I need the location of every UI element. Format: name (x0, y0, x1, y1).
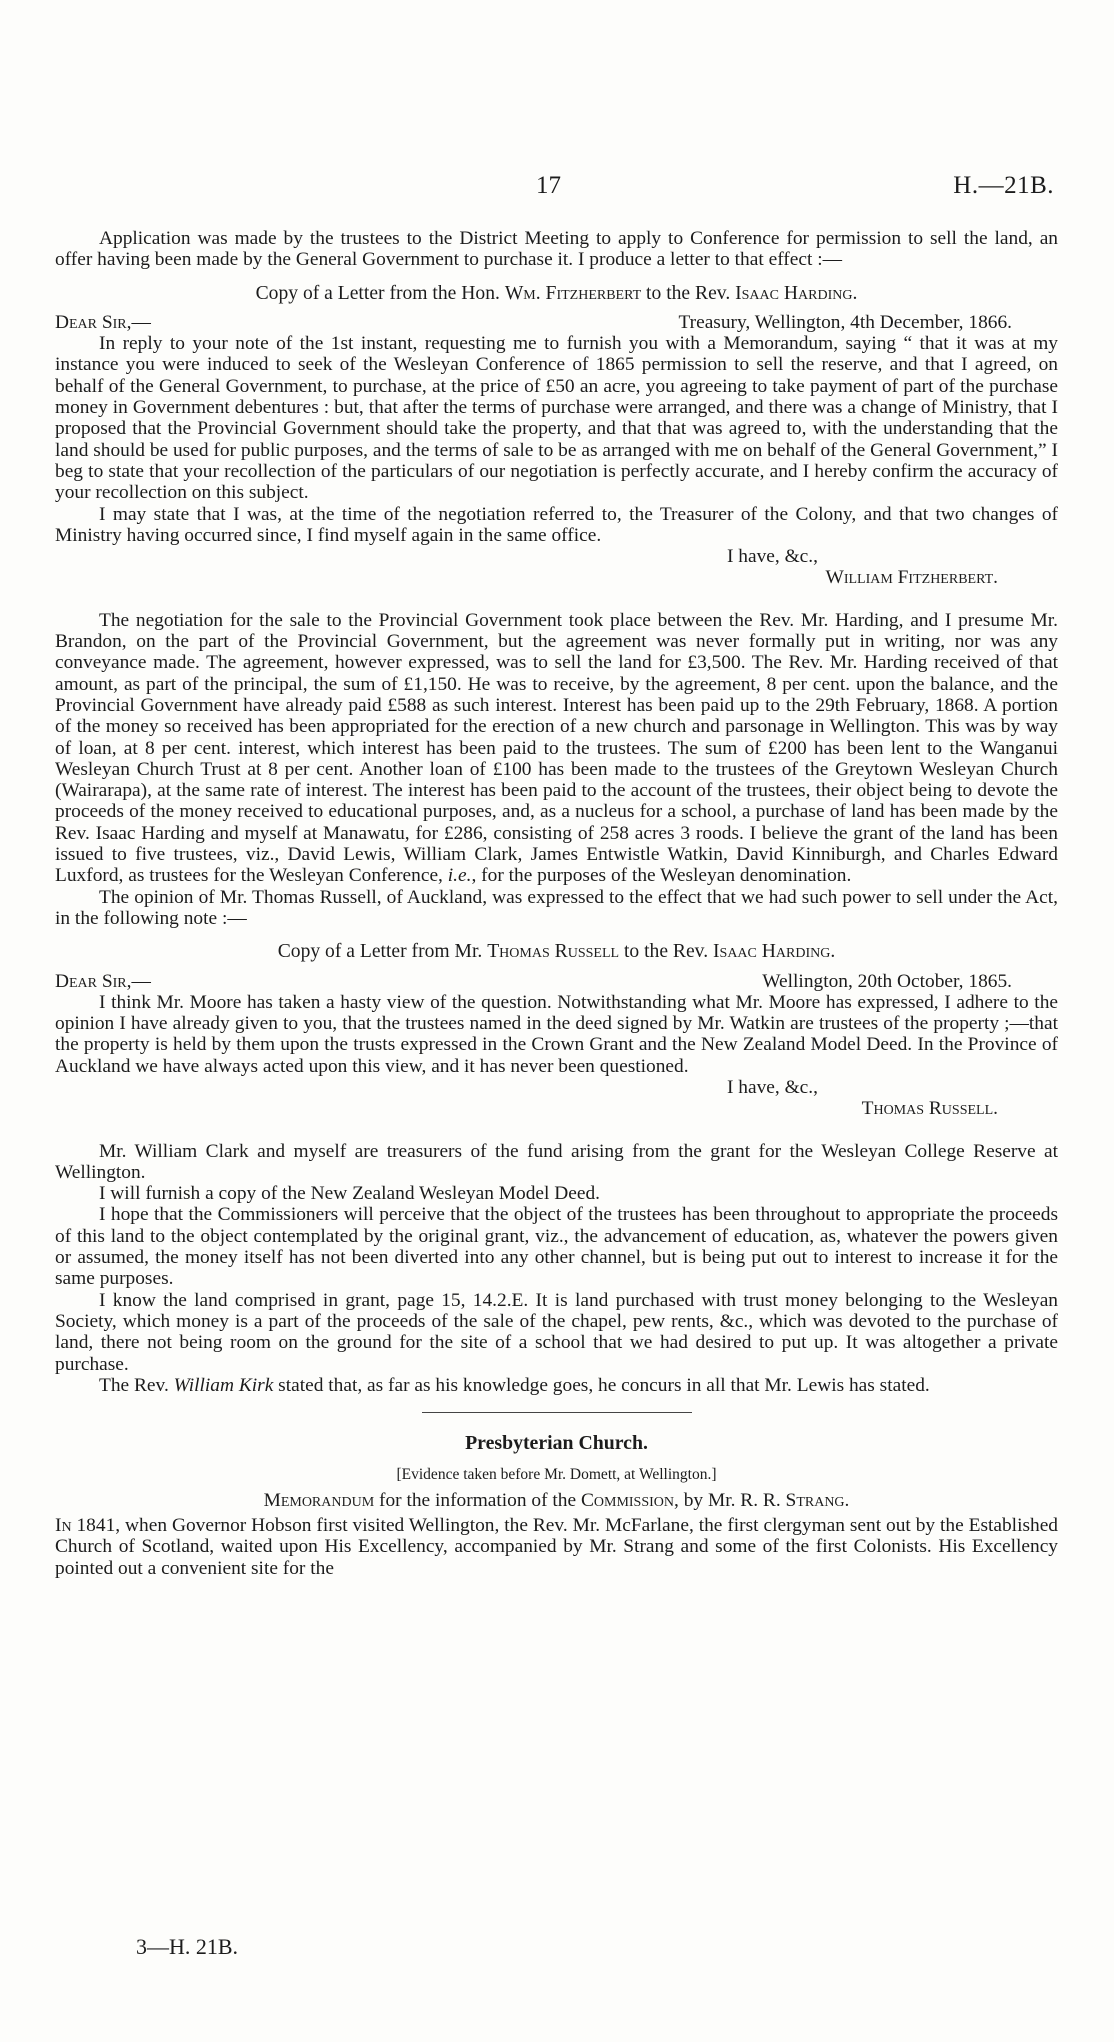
paragraph-text: 1841, when Governor Hobson first visited Wellington, the Rev. Mr. McFarlane, the first clergyman sent out by the Established Church of Scotland, waited upon His Excellency, accompanied by Mr. Strang and some of the first Colonists. His Excellency pointed out a convenient site for the (55, 1515, 1058, 1579)
letter-title-text: Copy of a Letter from the Hon. (255, 282, 505, 304)
letter-sender: Wm. Fitzherbert (504, 282, 642, 304)
paragraph-negotiation (55, 610, 1058, 887)
memorandum-text: for the information of the (374, 1489, 581, 1511)
letter-salutation: Dear Sir,— (55, 311, 151, 333)
letter-signature: William Fitzherbert. (825, 567, 998, 589)
letter-paragraph: In reply to your note of the 1st instant, requesting me to furnish you with a Memorandum, saying “ that it was at my instance you were induced to seek of the Wesleyan Conference of 1865 permission to sell the reserve, and that I agreed, on behalf of the General Government, to purchase, at the price of £50 an acre, you agreeing to take payment of part of the purchase money in Government debentures : but, that after the terms of purchase were arranged, and there was a change of Ministry, that I proposed that the Provincial Government should take the property, and that that was agreed to, with the understanding that the land should be used for public purposes, and the terms of sale to be as arranged with me on behalf of the General Government,” I beg to state that your recollection of the particulars of our negotiation is perfectly accurate, and I hereby confirm the accuracy of your recollection on this subject. (55, 333, 1058, 504)
letter-recipient: Isaac Harding (735, 282, 853, 304)
letter-title-text: . (852, 282, 858, 304)
memorandum-heading (55, 1490, 1058, 1511)
evidence-note: [Evidence taken before Mr. Domett, at Wellington.] (396, 1466, 717, 1484)
memorandum-text: . (844, 1489, 850, 1511)
letter-salutation-row (55, 971, 1058, 992)
memorandum-author: R. R. Strang (740, 1489, 845, 1511)
memorandum-text: , by Mr. (674, 1489, 741, 1511)
letter-paragraph: I think Mr. Moore has taken a hasty view of the question. Notwithstanding what Mr. Moore has expressed, I adhere to the opinion I have already given to you, that the trustees named in the deed signed by Mr. Watkin are trustees of the property ;—that the property is held by them upon the trusts expressed in the Crown Grant and the New Zealand Model Deed. In the Province of Auckland we have always acted upon this view, and it has never been questioned. (55, 991, 1058, 1077)
page-content (55, 228, 1058, 1579)
letter-salutation: Dear Sir,— (55, 970, 151, 992)
letter-salutation-row (55, 312, 1058, 333)
letter-sender: Thomas Russell (487, 941, 620, 963)
signature-mark: 3—H. 21B. (136, 1934, 239, 1959)
letter-place-date: Treasury, Wellington, 4th December, 1866. (678, 311, 1012, 333)
paragraph-lead-word: In (55, 1515, 72, 1537)
paragraph-1841 (55, 1515, 1058, 1579)
paragraph-text: , for the purposes of the Wesleyan denomination. (471, 865, 852, 887)
letter-title-russell (55, 941, 1058, 962)
spacer (55, 1120, 1058, 1141)
paragraph-land: I know the land comprised in grant, page 15, 14.2.E. It is land purchased with trust money belonging to the Wesleyan Society, which money is a part of the proceeds of the sale of the chapel, pew rents, &c., which was devoted to the purchase of land, there not being room on the ground for the site of a school that we had desired to put up. It was altogether a private purchase. (55, 1289, 1058, 1375)
letter-recipient: Isaac Harding (713, 941, 831, 963)
section-divider (422, 1412, 692, 1413)
document-reference: H.—21B. (953, 172, 1054, 199)
letter-title-text: Copy of a Letter from Mr. (277, 941, 488, 963)
letter-closing: I have, &c., (727, 546, 818, 568)
paragraph-treasurers: Mr. William Clark and myself are treasurers of the fund arising from the grant for the Wesleyan College Reserve at Wellington. (55, 1140, 1058, 1183)
letter-signature: Thomas Russell. (861, 1098, 998, 1120)
page-number: 17 (536, 172, 561, 199)
paragraph-kirk (55, 1375, 1058, 1396)
letter-title-fitzherbert (55, 283, 1058, 304)
memorandum-word: Memorandum (263, 1489, 375, 1511)
paragraph-text: stated that, as far as his knowledge goes, he concurs in all that Mr. Lewis has stated. (273, 1374, 930, 1396)
paragraph-hope: I hope that the Commissioners will perceive that the object of the trustees has been throughout to appropriate the proceeds of this land to the object contemplated by the original grant, viz., the advancement of education, as, whatever the powers given or assumed, the money itself has not been diverted into any other channel, but is being put out to interest to increase it for the same purposes. (55, 1204, 1058, 1290)
paragraph-italic: William Kirk (173, 1374, 274, 1396)
letter-paragraph: I may state that I was, at the time of the negotiation referred to, the Treasurer of the Colony, and that two changes of Ministry having occurred since, I find myself again in the same office. (55, 503, 1058, 546)
letter-closing: I have, &c., (727, 1076, 818, 1098)
letter-title-text: . (830, 941, 836, 963)
letter-title-text: to the Rev. (619, 941, 714, 963)
paragraph-model-deed: I will furnish a copy of the New Zealand Wesleyan Model Deed. (99, 1183, 601, 1205)
section-title: Presbyterian Church. (465, 1432, 648, 1455)
paragraph-text: The negotiation for the sale to the Provincial Government took place between the Rev. Mr. Harding, and I presume Mr. Brandon, on the part of the Provincial Government, but the agreement was never formally put in writing, nor was any conveyance made. The agreement, however expressed, was to sell the land for £3,500. The Rev. Mr. Harding received of that amount, as part of the principal, the sum of £1,150. He was to receive, by the agreement, 8 per cent. upon the balance, and the Provincial Government have already paid £588 as such interest. Interest has been paid up to the 29th February, 1868. A portion of the money so received has been appropriated for the erection of a new church and parsonage in Wellington. This was by way of loan, at 8 per cent. interest, which interest has been paid to the trustees. The sum of £200 has been lent to the Wanganui Wesleyan Church Trust at 8 per cent. Another loan of £100 has been made to the trustees of the Greytown Wesleyan Church (Wairarapa), at the same rate of interest. The interest has been paid to the account of the trustees, their object being to devote the proceeds of the money received to educational purposes, and, as a nucleus for a school, a purchase of land has been made by the Rev. Isaac Harding and myself at Manawatu, for £286, consisting of 258 acres 3 roods. I believe the grant of the land has been issued to five trustees, viz., David Lewis, William Clark, James Entwistle Watkin, David Kinniburgh, and Charles Edward Luxford, as trustees for the Wesleyan Conference, (55, 609, 1058, 887)
spacer (55, 589, 1058, 610)
letter-title-text: to the Rev. (641, 282, 736, 304)
paragraph-application: Application was made by the trustees to the District Meeting to apply to Conference for permission to sell the land, an offer having been made by the General Government to purchase it. I produce a letter to that effect :— (55, 228, 1058, 271)
paragraph-italic: i.e. (447, 865, 472, 887)
letter-place-date: Wellington, 20th October, 1865. (762, 970, 1012, 992)
page-header (0, 172, 1114, 208)
paragraph-opinion: The opinion of Mr. Thomas Russell, of Auckland, was expressed to the effect that we had such power to sell under the Act, in the following note :— (55, 886, 1058, 929)
memorandum-word: Commission (580, 1489, 675, 1511)
paragraph-text: The Rev. (99, 1374, 174, 1396)
